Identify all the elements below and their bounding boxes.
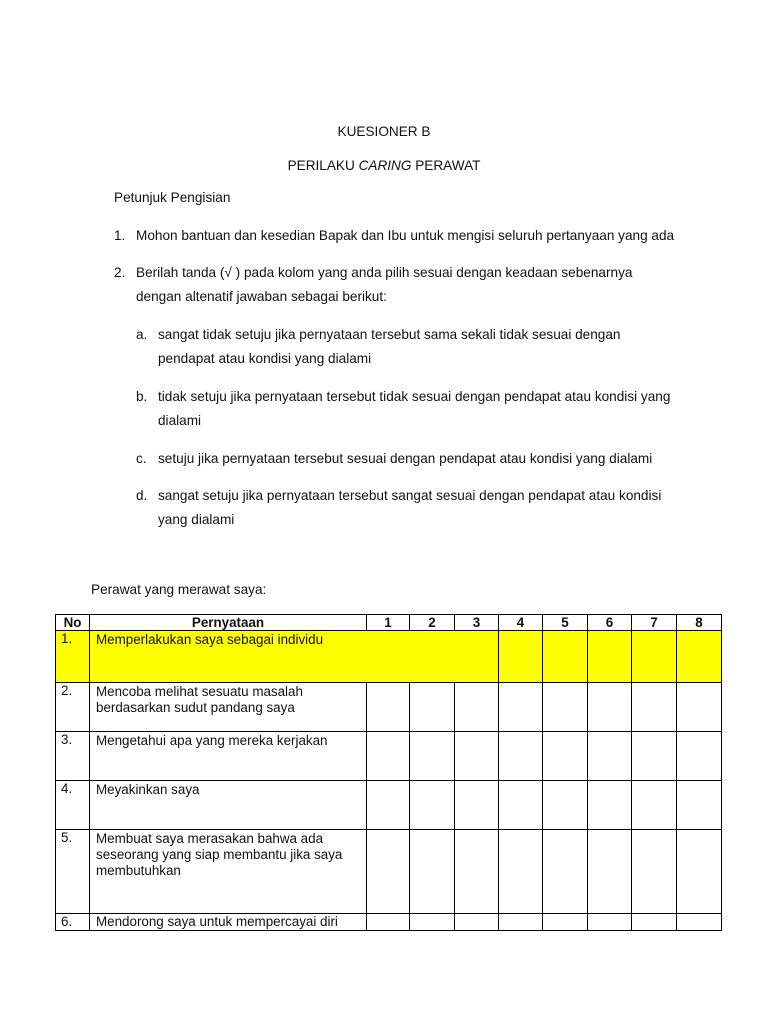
table-row	[56, 732, 722, 781]
answer-cell[interactable]	[543, 732, 588, 781]
questionnaire-table	[55, 614, 722, 931]
table-row	[56, 914, 722, 931]
answer-cell[interactable]	[499, 683, 543, 732]
row-statement	[90, 830, 367, 914]
row-statement	[90, 683, 367, 732]
option-d-line2: yang dialami	[158, 512, 235, 527]
answer-cell[interactable]	[543, 781, 588, 830]
row-number: 6.	[56, 914, 90, 931]
answer-cell[interactable]	[677, 781, 722, 830]
statement-line: seseorang yang siap membantu jika saya	[96, 847, 343, 862]
answer-cell[interactable]	[677, 631, 722, 683]
instruction-2-line1: Berilah tanda (√ ) pada kolom yang anda pilih sesuai dengan keadaan sebenarnya	[136, 265, 633, 280]
answer-cell[interactable]	[499, 732, 543, 781]
header-scale-8: 8	[677, 615, 722, 631]
answer-cell[interactable]	[632, 830, 677, 914]
answer-cell[interactable]	[410, 781, 455, 830]
row-number: 2.	[56, 683, 90, 732]
document-title: KUESIONER B	[337, 124, 431, 139]
document-subtitle	[0, 158, 768, 173]
answer-cell[interactable]	[499, 914, 543, 931]
answer-cell[interactable]	[543, 631, 588, 683]
answer-cell[interactable]	[677, 914, 722, 931]
answer-cell[interactable]	[677, 830, 722, 914]
row-statement	[90, 914, 367, 931]
option-a-line1: sangat tidak setuju jika pernyataan tersebut sama sekali tidak sesuai dengan	[158, 327, 621, 342]
answer-cell[interactable]	[632, 914, 677, 931]
answer-cell[interactable]	[455, 732, 499, 781]
answer-cell[interactable]	[543, 830, 588, 914]
answer-cell[interactable]	[455, 683, 499, 732]
statement-line: Memperlakukan saya sebagai individu	[96, 632, 324, 647]
statement-line: Mencoba melihat sesuatu masalah	[96, 684, 303, 699]
instruction-1-marker: 1.	[114, 228, 126, 243]
option-d-line1: sangat setuju jika pernyataan tersebut sangat sesuai dengan pendapat atau kondisi	[158, 488, 662, 503]
answer-cell[interactable]	[588, 914, 632, 931]
answer-cell[interactable]	[677, 683, 722, 732]
row-number: 4.	[56, 781, 90, 830]
table-intro: Perawat yang merawat saya:	[91, 582, 267, 597]
table-row	[56, 631, 722, 683]
statement-line: Membuat saya merasakan bahwa ada	[96, 831, 324, 846]
option-d-marker: d.	[136, 488, 148, 503]
header-scale-2: 2	[410, 615, 455, 631]
header-scale-6: 6	[588, 615, 632, 631]
row-statement	[90, 781, 367, 830]
answer-cell[interactable]	[455, 781, 499, 830]
instruction-1-text: Mohon bantuan dan kesedian Bapak dan Ibu untuk mengisi seluruh pertanyaan yang ada	[136, 228, 675, 243]
answer-cell[interactable]	[455, 830, 499, 914]
header-pernyataan: Pernyataan	[90, 615, 367, 631]
option-b-line2: dialami	[158, 413, 202, 428]
header-no: No	[56, 615, 90, 631]
row-number: 5.	[56, 830, 90, 914]
option-a-marker: a.	[136, 327, 148, 342]
table-row	[56, 781, 722, 830]
subtitle-prefix: PERILAKU	[287, 158, 359, 173]
header-scale-7: 7	[632, 615, 677, 631]
instructions-heading: Petunjuk Pengisian	[114, 190, 231, 205]
statement-line: Meyakinkan saya	[96, 782, 200, 797]
answer-cell[interactable]	[499, 781, 543, 830]
answer-cell[interactable]	[632, 732, 677, 781]
answer-cell[interactable]	[632, 781, 677, 830]
answer-cell[interactable]	[499, 631, 543, 683]
statement-line: membutuhkan	[96, 863, 181, 878]
answer-cell[interactable]	[543, 914, 588, 931]
answer-cell[interactable]	[367, 914, 410, 931]
table-row	[56, 830, 722, 914]
answer-cell[interactable]	[588, 732, 632, 781]
answer-cell[interactable]	[543, 683, 588, 732]
answer-cell[interactable]	[410, 830, 455, 914]
answer-cell[interactable]	[410, 732, 455, 781]
answer-cell[interactable]	[367, 830, 410, 914]
header-scale-3: 3	[455, 615, 499, 631]
option-c-line1: setuju jika pernyataan tersebut sesuai dengan pendapat atau kondisi yang dialami	[158, 451, 653, 466]
header-scale-4: 4	[499, 615, 543, 631]
answer-cell[interactable]	[632, 683, 677, 732]
table-row	[56, 683, 722, 732]
answer-cell[interactable]	[455, 914, 499, 931]
table-header-row	[56, 615, 722, 631]
answer-cell[interactable]	[410, 683, 455, 732]
subtitle-suffix: PERAWAT	[411, 158, 481, 173]
statement-line: Mendorong saya untuk mempercayai diri	[96, 914, 338, 929]
answer-cell[interactable]	[588, 830, 632, 914]
option-b-line1: tidak setuju jika pernyataan tersebut tidak sesuai dengan pendapat atau kondisi yang	[158, 389, 671, 404]
answer-cell[interactable]	[588, 631, 632, 683]
answer-cell[interactable]	[367, 781, 410, 830]
row-statement	[90, 631, 499, 683]
statement-line: berdasarkan sudut pandang saya	[96, 700, 295, 715]
answer-cell[interactable]	[677, 732, 722, 781]
option-b-marker: b.	[136, 389, 148, 404]
row-number: 1.	[56, 631, 90, 683]
row-number: 3.	[56, 732, 90, 781]
answer-cell[interactable]	[588, 781, 632, 830]
answer-cell[interactable]	[632, 631, 677, 683]
header-scale-1: 1	[367, 615, 410, 631]
option-c-marker: c.	[136, 451, 147, 466]
answer-cell[interactable]	[410, 914, 455, 931]
statement-line: Mengetahui apa yang mereka kerjakan	[96, 733, 328, 748]
instruction-2-line2: dengan altenatif jawaban sebagai berikut:	[136, 289, 387, 304]
answer-cell[interactable]	[367, 732, 410, 781]
option-a-line2: pendapat atau kondisi yang dialami	[158, 351, 372, 366]
answer-cell[interactable]	[367, 683, 410, 732]
row-statement	[90, 732, 367, 781]
header-scale-5: 5	[543, 615, 588, 631]
instruction-2-marker: 2.	[114, 265, 126, 280]
answer-cell[interactable]	[588, 683, 632, 732]
answer-cell[interactable]	[499, 830, 543, 914]
subtitle-italic: CARING	[358, 158, 412, 173]
